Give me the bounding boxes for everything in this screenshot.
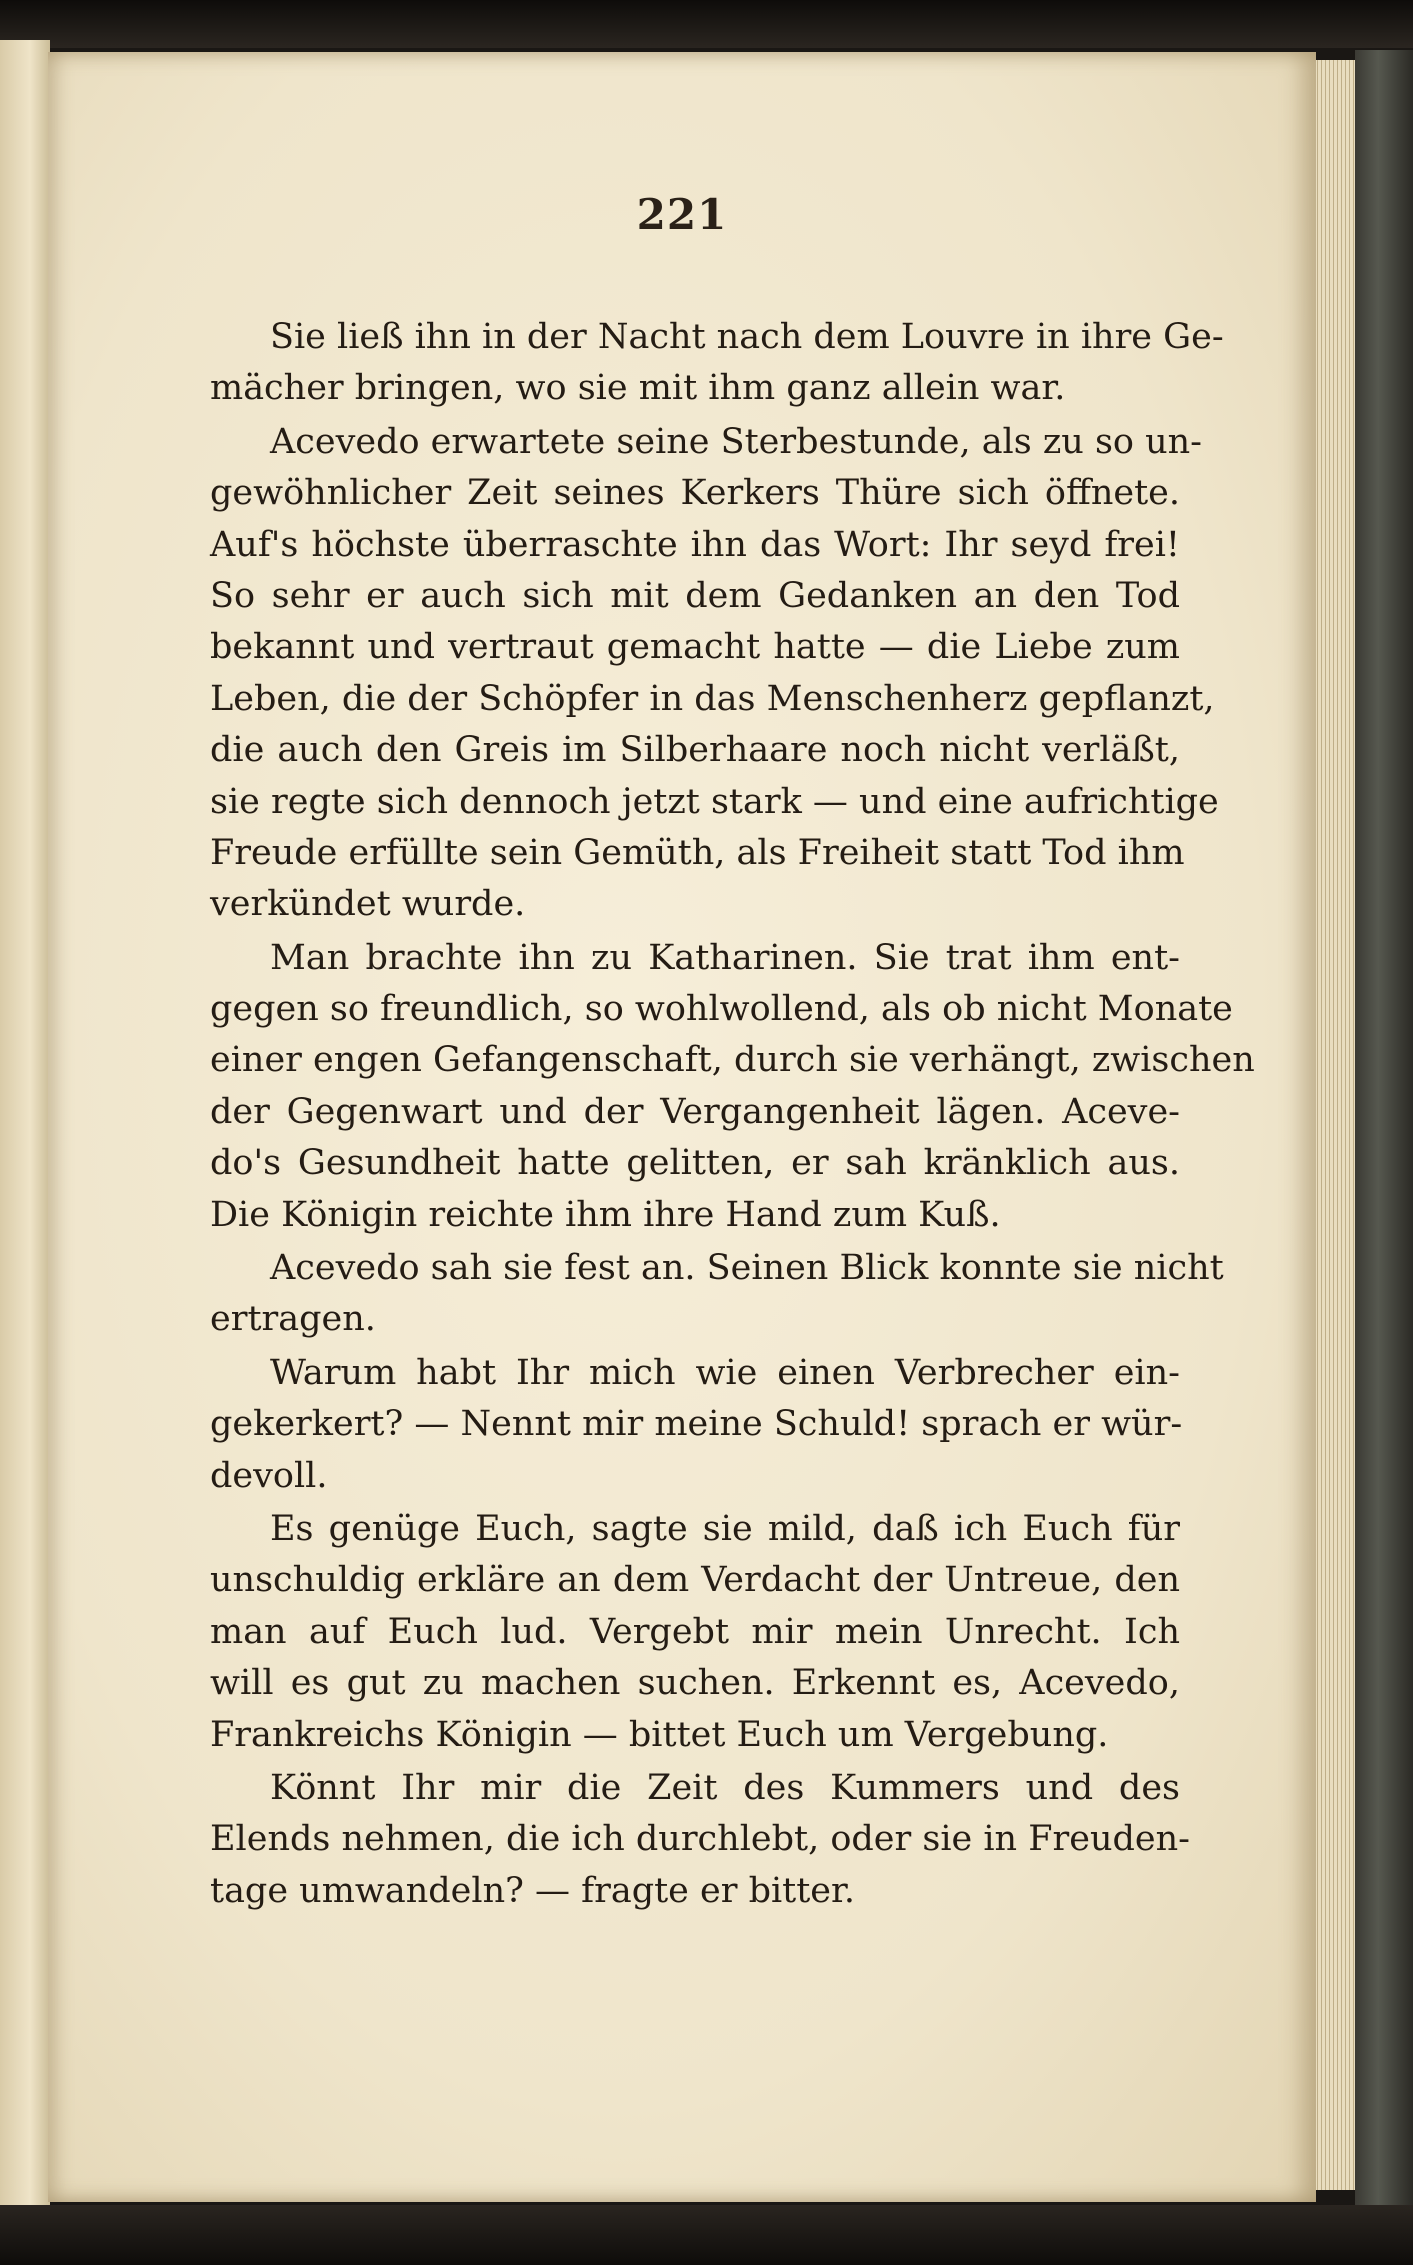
text-line: devoll. bbox=[210, 1455, 328, 1496]
text-line: einer engen Gefangenschaft, durch sie verhängt, zwischen bbox=[210, 1040, 1255, 1081]
text-line: Acevedo erwartete seine Sterbestunde, als zu so un- bbox=[270, 421, 1203, 462]
text-line: do's Gesundheit hatte gelitten, er sah kränklich aus. bbox=[210, 1143, 1180, 1184]
text-line: verkündet wurde. bbox=[210, 884, 526, 925]
text-line: der Gegenwart und der Vergangenheit lägen. Aceve- bbox=[210, 1091, 1180, 1132]
text-line: will es gut zu machen suchen. Erkennt es, Acevedo, bbox=[210, 1663, 1180, 1704]
text-line: man auf Euch lud. Vergebt mir mein Unrecht. Ich bbox=[210, 1611, 1180, 1652]
text-line: sie regte sich dennoch jetzt stark — und eine aufrichtige bbox=[210, 781, 1219, 822]
text-line: Leben, die der Schöpfer in das Menschenherz gepflanzt, bbox=[210, 678, 1215, 719]
text-line: gekerkert? — Nennt mir meine Schuld! sprach er wür- bbox=[210, 1404, 1183, 1445]
text-line: Sie ließ ihn in der Nacht nach dem Louvre in ihre Ge- bbox=[270, 317, 1224, 357]
text-line: Könnt Ihr mir die Zeit des Kummers und des bbox=[270, 1767, 1180, 1808]
paragraph bbox=[210, 1763, 1190, 1917]
book-cover-edge bbox=[1355, 50, 1413, 2210]
text-line: Man brachte ihn zu Katharinen. Sie trat ihm ent- bbox=[270, 937, 1180, 978]
text-line: tage umwandeln? — fragte er bitter. bbox=[210, 1870, 856, 1911]
text-line: Frankreichs Königin — bittet Euch um Vergebung. bbox=[210, 1714, 1109, 1755]
paragraph bbox=[210, 417, 1219, 931]
paragraph bbox=[210, 933, 1255, 1241]
page-number: 221 bbox=[636, 190, 728, 239]
book-page bbox=[48, 52, 1316, 2202]
paragraph bbox=[210, 312, 1224, 415]
text-line: ertragen. bbox=[210, 1299, 376, 1340]
text-line: Acevedo sah sie fest an. Seinen Blick konnte sie nicht bbox=[270, 1248, 1224, 1289]
paragraph bbox=[210, 1348, 1183, 1502]
text-line: mächer bringen, wo sie mit ihm ganz allein war. bbox=[210, 368, 1066, 409]
book-frame-top bbox=[0, 0, 1413, 48]
text-line: So sehr er auch sich mit dem Gedanken an den Tod bbox=[210, 575, 1180, 616]
text-line: Die Königin reichte ihm ihre Hand zum Kuß. bbox=[210, 1194, 1001, 1235]
text-line: bekannt und vertraut gemacht hatte — die Liebe zum bbox=[210, 627, 1180, 668]
text-line: Auf's höchste überraschte ihn das Wort: Ihr seyd frei! bbox=[210, 524, 1180, 565]
book-frame-bottom bbox=[0, 2205, 1413, 2265]
left-page-edge bbox=[0, 40, 50, 2210]
page-stack-edge bbox=[1310, 60, 1360, 2190]
text-line: Warum habt Ihr mich wie einen Verbrecher ein- bbox=[270, 1352, 1180, 1393]
text-line: unschuldig erkläre an dem Verdacht der Untreue, den bbox=[210, 1560, 1180, 1601]
text-line: gegen so freundlich, so wohlwollend, als ob nicht Monate bbox=[210, 989, 1233, 1030]
text-line: Elends nehmen, die ich durchlebt, oder sie in Freuden- bbox=[210, 1819, 1190, 1860]
paragraph bbox=[210, 1243, 1224, 1346]
text-line: Es genüge Euch, sagte sie mild, daß ich Euch für bbox=[270, 1508, 1180, 1549]
text-line: gewöhnlicher Zeit seines Kerkers Thüre sich öffnete. bbox=[210, 473, 1180, 514]
body-text bbox=[210, 312, 1255, 1919]
text-line: die auch den Greis im Silberhaare noch nicht verläßt, bbox=[210, 730, 1180, 771]
text-line: Freude erfüllte sein Gemüth, als Freiheit statt Tod ihm bbox=[210, 832, 1185, 873]
paragraph bbox=[210, 1504, 1180, 1761]
